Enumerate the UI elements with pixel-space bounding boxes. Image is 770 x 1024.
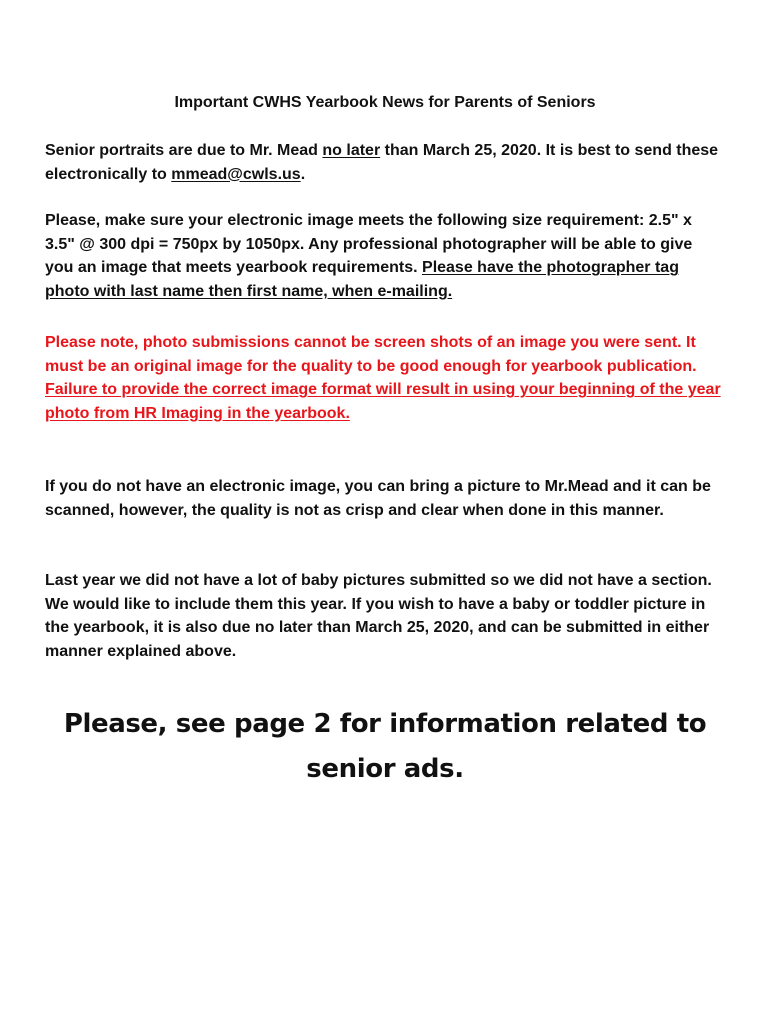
- email-link[interactable]: mmead@cwls.us: [171, 165, 301, 183]
- paragraph-portrait-deadline: [45, 139, 725, 186]
- closing-note: Please, see page 2 for information related to senior ads.: [63, 709, 707, 784]
- format-failure-warning: Failure to provide the correct image format will result in using your beginning of the year photo from HR Imaging in the yearbook.: [45, 381, 721, 422]
- no-later-emphasis: no later: [322, 142, 381, 159]
- paragraph-baby-pictures: Last year we did not have a lot of baby pictures submitted so we did not have a section. We would like to include them this year. If you wish to have a baby or toddler picture in the yearbook, it is also due no later than March 25, 2020, and can be submitted in either manner explained above.: [45, 572, 712, 660]
- paragraph-scan-option: If you do not have an electronic image, you can bring a picture to Mr.Mead and it can be scanned, however, the quality is not as crisp and clear when done in this manner.: [45, 478, 711, 519]
- p1-text-c: .: [300, 165, 306, 183]
- paragraph-photo-warning: [45, 331, 725, 425]
- p1-text-b: than March 25, 2020. It is best to send these electronically to: [45, 142, 719, 183]
- p1-text-a: Senior portraits are due to Mr. Mead: [45, 142, 323, 159]
- tag-photo-instruction: Please have the photographer tag photo with last name then first name, when e-mailing.: [45, 259, 679, 300]
- document-title: Important CWHS Yearbook News for Parents of Seniors: [174, 94, 596, 111]
- paragraph-size-requirement: [45, 209, 725, 303]
- p3-text-a: Please note, photo submissions cannot be screen shots of an image you were sent. It must be an original image for the quality to be good enough for yearbook publication.: [45, 334, 697, 375]
- p2-text-a: Please, make sure your electronic image meets the following size requirement: 2.5" x 3.5" @ 300 dpi = 750px by 1050px. Any professional photographer will be able to give you an image that meets yearbook requirements.: [45, 212, 693, 276]
